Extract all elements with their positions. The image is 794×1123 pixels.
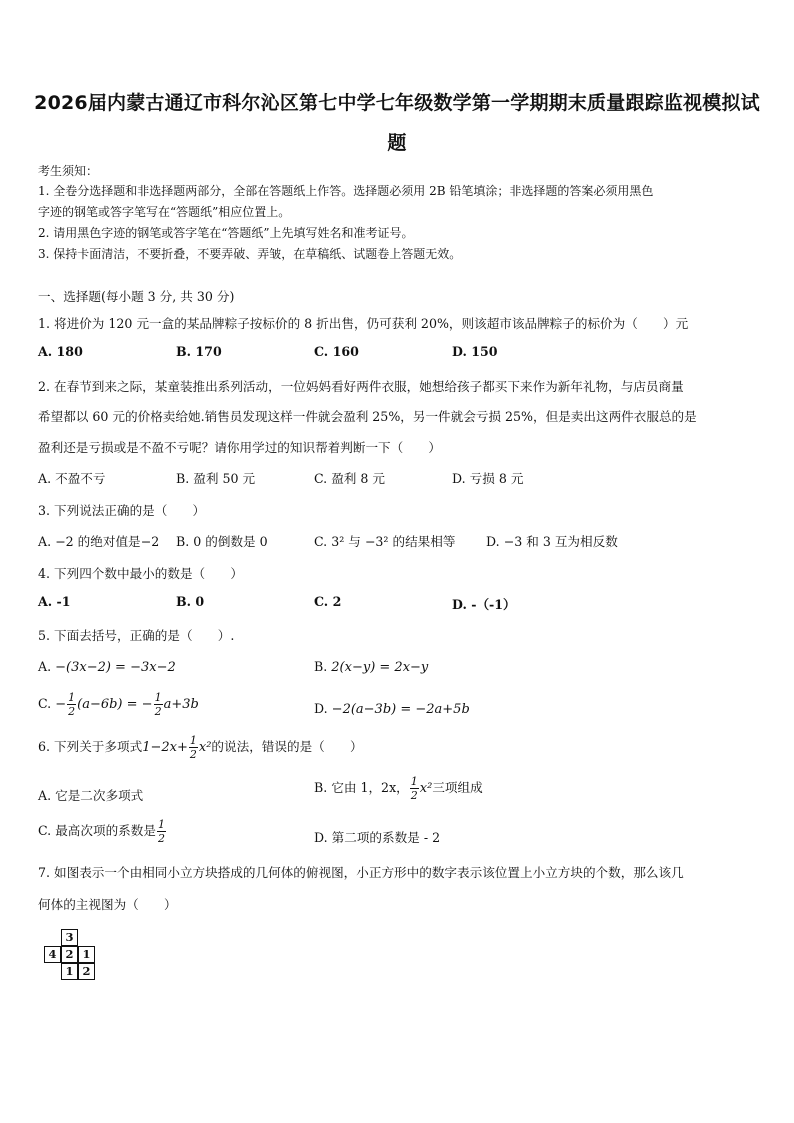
q5-option-c-middle: (a−6b) = − [77,697,153,712]
question-2-line-2: 希望都以 60 元的价格卖给她.销售员发现这样一件就会盈利 25%，另一件就会亏损 25%，但是卖出这两件衣服总的是 [38,409,697,424]
q2-option-c[interactable]: C. 盈利 8 元 [314,471,385,486]
question-2-line-1: 2. 在春节到来之际，某童装推出系列活动，一位妈妈看好两件衣服，她想给孩子都买下来作为新年礼物，与店员商量 [38,379,684,394]
q6-option-b[interactable]: B. 它由 1，2x， $\frac{1}{2}$ x²三项组成 [314,775,483,802]
q5-option-b-formula: 2(x−y) = 2x−y [331,660,429,675]
notice-item-1: 1. 全卷分选择题和非选择题两部分，全部在答题纸上作答。选择题必须用 2B 铅笔填涂；非选择题的答案必须用黑色 [38,184,654,198]
question-2-line-3: 盈利还是亏损或是不盈不亏呢？请你用学过的知识帮着判断一下（ ） [38,440,441,455]
question-7-line-2: 何体的主视图为（ ） [38,897,177,912]
q6-option-b-fraction: $\frac{1}{2}$ [410,775,418,802]
q5-option-c-minus: − [55,697,67,712]
q5-option-b[interactable] [314,659,428,675]
q1-option-c[interactable]: C. 160 [314,344,359,359]
q5-option-d-formula: −2(a−3b) = −2a+5b [331,702,470,717]
q3-option-d[interactable]: D. −3 和 3 互为相反数 [486,534,618,549]
question-3-stem: 3. 下列说法正确的是（ ） [38,503,206,518]
q6-option-d[interactable]: D. 第二项的系数是 - 2 [314,830,441,845]
q1-option-d[interactable]: D. 150 [452,344,498,359]
question-6-stem: 6. 下列关于多项式1−2x+ $\frac{1}{2}$ x²的说法，错误的是（ ） [38,734,363,761]
q6-option-c[interactable]: C. 最高次项的系数是 $\frac{1}{2}$ [38,818,165,845]
q5-option-c-fraction: $\frac{1}{2}$ [68,691,76,718]
page-title-continued: 题 [387,132,407,154]
q2-option-d[interactable]: D. 亏损 8 元 [452,471,524,486]
section-heading: 一、选择题(每小题 3 分, 共 30 分) [38,289,235,304]
grid-cell-middle-right: 1 [78,946,95,963]
q2-option-b[interactable]: B. 盈利 50 元 [176,471,256,486]
q4-option-b[interactable]: B. 0 [176,594,205,609]
q4-option-a[interactable]: A. -1 [38,594,71,609]
q5-option-c-end: a+3b [163,697,199,712]
q1-option-a[interactable]: A. 180 [38,344,83,359]
grid-cell-top: 3 [61,929,78,946]
q5-option-a-label: A. [38,659,52,674]
grid-cell-middle-left: 4 [44,946,61,963]
question-7-line-1: 7. 如图表示一个由相同小立方块搭成的几何体的俯视图，小正方形中的数字表示该位置上小立方块的个数，那么该几 [38,865,684,880]
q4-option-d[interactable]: D. -（-1） [452,597,516,612]
q5-option-d-label: D. [314,701,328,716]
question-5-stem: 5. 下面去括号，正确的是（ ）. [38,628,235,643]
q3-option-c[interactable]: C. 3² 与 −3² 的结果相等 [314,534,456,549]
q5-option-c[interactable] [38,692,199,717]
q1-option-b[interactable]: B. 170 [176,344,222,359]
q6-polynomial-fraction: $\frac{1}{2}$ [189,734,197,761]
q3-option-a[interactable]: A. −2 的绝对值是−2 [38,534,160,549]
q2-option-a[interactable]: A. 不盈不亏 [38,471,106,486]
notice-heading: 考生须知： [38,164,99,178]
question-4-stem: 4. 下列四个数中最小的数是（ ） [38,566,243,581]
grid-cell-middle-center: 2 [61,946,78,963]
q6-polynomial: 1−2x+ [142,740,188,755]
q5-option-d[interactable] [314,701,470,717]
q5-option-c-fraction-2: $\frac{1}{2}$ [154,691,162,718]
grid-cell-bottom-right: 2 [78,963,95,980]
q5-option-a-formula: −(3x−2) = −3x−2 [55,660,176,675]
notice-item-2: 2. 请用黑色字迹的钢笔或答字笔在“答题纸”上先填写姓名和准考证号。 [38,226,414,240]
q6-option-c-fraction: $\frac{1}{2}$ [157,818,165,845]
q5-option-c-label: C. [38,696,52,711]
question-1-stem: 1. 将进价为 120 元一盒的某品牌粽子按标价的 8 折出售，仍可获利 20%，则该超市该品牌粽子的标价为（ ）元 [38,316,689,331]
page-title: 2026届内蒙古通辽市科尔沁区第七中学七年级数学第一学期期末质量跟踪监视模拟试 [34,92,760,114]
notice-item-3: 3. 保持卡面清洁，不要折叠，不要弄破、弄皱，在草稿纸、试题卷上答题无效。 [38,247,462,261]
notice-item-1-cont: 字迹的钢笔或答字笔写在“答题纸”相应位置上。 [38,205,291,219]
q5-option-b-label: B. [314,659,328,674]
q5-option-a[interactable] [38,659,176,675]
q4-option-c[interactable]: C. 2 [314,594,342,609]
grid-cell-bottom-center: 1 [61,963,78,980]
q6-option-a[interactable]: A. 它是二次多项式 [38,788,144,803]
q3-option-b[interactable]: B. 0 的倒数是 0 [176,534,268,549]
